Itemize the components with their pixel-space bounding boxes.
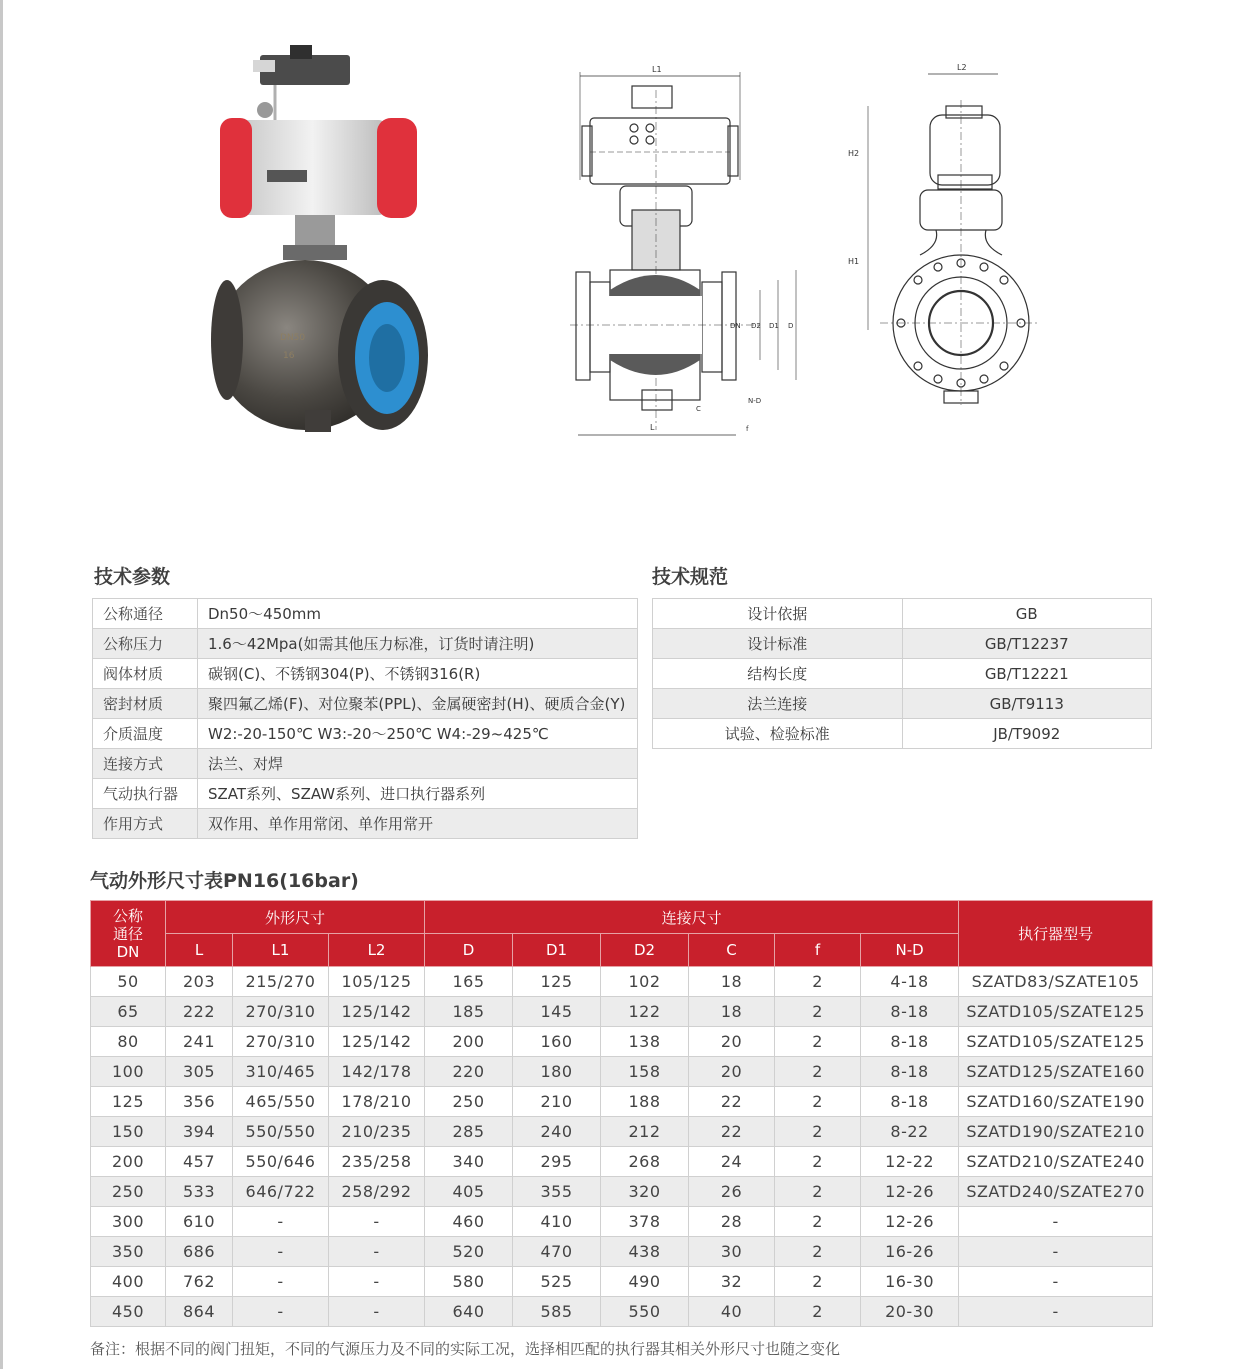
table-cell: 686 xyxy=(166,1237,233,1267)
table-row: 公称通径 Dn50～450mm xyxy=(93,599,638,629)
table-cell: 222 xyxy=(166,997,233,1027)
table-cell: - xyxy=(233,1297,329,1327)
table-cell: 8-18 xyxy=(861,997,959,1027)
table-cell: 550 xyxy=(601,1297,689,1327)
table-cell: 26 xyxy=(689,1177,775,1207)
table-cell: SZATD190/SZATE210 xyxy=(959,1117,1153,1147)
table-row: 介质温度 W2:-20-150℃ W3:-20～250℃ W4:-29~425℃ xyxy=(93,719,638,749)
table-cell: SZATD160/SZATE190 xyxy=(959,1087,1153,1117)
table-cell: 235/258 xyxy=(329,1147,425,1177)
table-cell: 145 xyxy=(513,997,601,1027)
header-col-L2: L2 xyxy=(329,934,425,967)
table-cell: 2 xyxy=(775,1237,861,1267)
table-row: 法兰连接 GB/T9113 xyxy=(653,689,1152,719)
table-cell: 520 xyxy=(425,1237,513,1267)
table-cell: 300 xyxy=(91,1207,166,1237)
table-cell: - xyxy=(959,1267,1153,1297)
table-cell: 28 xyxy=(689,1207,775,1237)
header-connection-group: 连接尺寸 xyxy=(425,901,959,934)
table-cell: 241 xyxy=(166,1027,233,1057)
table-cell: - xyxy=(329,1207,425,1237)
table-cell: 270/310 xyxy=(233,997,329,1027)
header-col-N-D: N-D xyxy=(861,934,959,967)
table-cell: 16-26 xyxy=(861,1237,959,1267)
table-cell: 24 xyxy=(689,1147,775,1177)
table-cell: 457 xyxy=(166,1147,233,1177)
table-cell: 105/125 xyxy=(329,967,425,997)
table-row: 结构长度 GB/T12221 xyxy=(653,659,1152,689)
table-cell: 200 xyxy=(425,1027,513,1057)
table-cell: 142/178 xyxy=(329,1057,425,1087)
table-cell: 20 xyxy=(689,1057,775,1087)
tech-params-table xyxy=(92,598,638,839)
table-cell: 125/142 xyxy=(329,997,425,1027)
dim-label-f: f xyxy=(746,425,749,433)
table-cell: 203 xyxy=(166,967,233,997)
table-cell: 32 xyxy=(689,1267,775,1297)
table-cell: 12-22 xyxy=(861,1147,959,1177)
table-row xyxy=(91,1087,1153,1117)
table-cell: 550/646 xyxy=(233,1147,329,1177)
table-cell: 405 xyxy=(425,1177,513,1207)
table-cell: 165 xyxy=(425,967,513,997)
table-cell: 350 xyxy=(91,1237,166,1267)
page-left-border xyxy=(0,0,3,1369)
table-cell: 646/722 xyxy=(233,1177,329,1207)
table-cell: 864 xyxy=(166,1297,233,1327)
table-cell: 640 xyxy=(425,1297,513,1327)
table-cell: 470 xyxy=(513,1237,601,1267)
table-row xyxy=(91,1147,1153,1177)
table-cell: 305 xyxy=(166,1057,233,1087)
table-cell: SZATD125/SZATE160 xyxy=(959,1057,1153,1087)
table-row: 阀体材质 碳钢(C)、不锈钢304(P)、不锈钢316(R) xyxy=(93,659,638,689)
dimension-table-body xyxy=(91,967,1153,1327)
table-cell: 80 xyxy=(91,1027,166,1057)
table-cell: - xyxy=(233,1267,329,1297)
table-cell: 465/550 xyxy=(233,1087,329,1117)
table-cell: SZATD210/SZATE240 xyxy=(959,1147,1153,1177)
tech-specs-table xyxy=(652,598,1152,749)
table-cell: 762 xyxy=(166,1267,233,1297)
header-col-L1: L1 xyxy=(233,934,329,967)
valve-side-drawing xyxy=(840,60,1050,420)
table-cell: 40 xyxy=(689,1297,775,1327)
table-cell: 2 xyxy=(775,1117,861,1147)
table-cell: 356 xyxy=(166,1087,233,1117)
table-cell: 2 xyxy=(775,1087,861,1117)
table-cell: 4-18 xyxy=(861,967,959,997)
table-cell: 438 xyxy=(601,1237,689,1267)
table-cell: 138 xyxy=(601,1027,689,1057)
table-row: 作用方式 双作用、单作用常闭、单作用常开 xyxy=(93,809,638,839)
table-row: 设计依据 GB xyxy=(653,599,1152,629)
table-row xyxy=(91,1237,1153,1267)
valve-product-photo xyxy=(205,40,435,440)
table-cell: 533 xyxy=(166,1177,233,1207)
table-cell: 100 xyxy=(91,1057,166,1087)
table-cell: 8-18 xyxy=(861,1087,959,1117)
table-row xyxy=(91,1177,1153,1207)
table-cell: 460 xyxy=(425,1207,513,1237)
table-cell: 212 xyxy=(601,1117,689,1147)
dim-label-H2: H2 xyxy=(848,149,860,158)
header-col-D1: D1 xyxy=(513,934,601,967)
dimension-table-title: 气动外形尺寸表PN16(16bar) xyxy=(90,870,359,892)
table-cell: 12-26 xyxy=(861,1177,959,1207)
table-row xyxy=(91,1207,1153,1237)
dim-label-C: C xyxy=(696,405,701,413)
table-cell: 16-30 xyxy=(861,1267,959,1297)
table-cell: 180 xyxy=(513,1057,601,1087)
table-cell: 400 xyxy=(91,1267,166,1297)
table-row xyxy=(91,967,1153,997)
dimension-table xyxy=(90,900,1153,1327)
table-cell: 210/235 xyxy=(329,1117,425,1147)
table-cell: 2 xyxy=(775,1057,861,1087)
table-cell: 2 xyxy=(775,967,861,997)
table-cell: 18 xyxy=(689,967,775,997)
table-cell: 125 xyxy=(91,1087,166,1117)
table-cell: 125/142 xyxy=(329,1027,425,1057)
header-col-f: f xyxy=(775,934,861,967)
table-cell: 188 xyxy=(601,1087,689,1117)
table-cell: 525 xyxy=(513,1267,601,1297)
table-cell: 2 xyxy=(775,1147,861,1177)
table-cell: 102 xyxy=(601,967,689,997)
table-cell: 8-22 xyxy=(861,1117,959,1147)
table-cell: 340 xyxy=(425,1147,513,1177)
table-cell: 310/465 xyxy=(233,1057,329,1087)
table-cell: 320 xyxy=(601,1177,689,1207)
table-cell: - xyxy=(329,1267,425,1297)
table-row xyxy=(91,1057,1153,1087)
table-row xyxy=(91,1027,1153,1057)
table-cell: 550/550 xyxy=(233,1117,329,1147)
table-cell: 285 xyxy=(425,1117,513,1147)
valve-front-drawing xyxy=(560,60,800,440)
table-cell: 250 xyxy=(91,1177,166,1207)
table-cell: - xyxy=(959,1297,1153,1327)
svg-text:16: 16 xyxy=(283,351,295,361)
table-cell: 490 xyxy=(601,1267,689,1297)
table-cell: 270/310 xyxy=(233,1027,329,1057)
dim-label-L: L xyxy=(650,423,655,432)
table-cell: 295 xyxy=(513,1147,601,1177)
dim-label-D2: D2 xyxy=(751,322,761,330)
table-cell: 185 xyxy=(425,997,513,1027)
table-cell: 450 xyxy=(91,1297,166,1327)
table-cell: 410 xyxy=(513,1207,601,1237)
table-cell: 215/270 xyxy=(233,967,329,997)
header-dn: 公称 通径 DN xyxy=(91,901,166,967)
table-row xyxy=(91,997,1153,1027)
table-cell: 210 xyxy=(513,1087,601,1117)
table-cell: 178/210 xyxy=(329,1087,425,1117)
table-cell: 355 xyxy=(513,1177,601,1207)
table-cell: 240 xyxy=(513,1117,601,1147)
header-outline-group: 外形尺寸 xyxy=(166,901,425,934)
table-cell: 8-18 xyxy=(861,1057,959,1087)
table-cell: SZATD83/SZATE105 xyxy=(959,967,1153,997)
dim-label-D1: D1 xyxy=(769,322,779,330)
footnote: 备注：根据不同的阀门扭矩，不同的气源压力及不同的实际工况，选择相匹配的执行器其相关外形尺寸也随之变化 xyxy=(90,1340,841,1358)
header-actuator-model: 执行器型号 xyxy=(959,901,1153,967)
table-row xyxy=(91,1117,1153,1147)
dim-label-D: D xyxy=(788,322,794,330)
table-cell: - xyxy=(233,1207,329,1237)
table-cell: 20 xyxy=(689,1027,775,1057)
table-cell: SZATD105/SZATE125 xyxy=(959,997,1153,1027)
table-row: 气动执行器 SZAT系列、SZAW系列、进口执行器系列 xyxy=(93,779,638,809)
table-cell: SZATD240/SZATE270 xyxy=(959,1177,1153,1207)
table-row xyxy=(91,1267,1153,1297)
table-cell: 2 xyxy=(775,1267,861,1297)
table-row: 连接方式 法兰、对焊 xyxy=(93,749,638,779)
table-cell: 268 xyxy=(601,1147,689,1177)
table-cell: 378 xyxy=(601,1207,689,1237)
table-cell: SZATD105/SZATE125 xyxy=(959,1027,1153,1057)
table-cell: 22 xyxy=(689,1117,775,1147)
table-cell: 8-18 xyxy=(861,1027,959,1057)
table-cell: 610 xyxy=(166,1207,233,1237)
table-cell: 158 xyxy=(601,1057,689,1087)
tech-specs-title: 技术规范 xyxy=(652,566,729,588)
header-col-D2: D2 xyxy=(601,934,689,967)
header-col-D: D xyxy=(425,934,513,967)
table-cell: 580 xyxy=(425,1267,513,1297)
table-cell: 65 xyxy=(91,997,166,1027)
header-col-C: C xyxy=(689,934,775,967)
table-row: 密封材质 聚四氟乙烯(F)、对位聚苯(PPL)、金属硬密封(H)、硬质合金(Y) xyxy=(93,689,638,719)
table-cell: 258/292 xyxy=(329,1177,425,1207)
table-cell: 150 xyxy=(91,1117,166,1147)
table-row: 试验、检验标准 JB/T9092 xyxy=(653,719,1152,749)
table-row: 公称压力 1.6～42Mpa(如需其他压力标准，订货时请注明) xyxy=(93,629,638,659)
svg-text:DN50: DN50 xyxy=(280,333,306,343)
table-cell: 125 xyxy=(513,967,601,997)
table-cell: 2 xyxy=(775,1027,861,1057)
table-cell: - xyxy=(959,1207,1153,1237)
table-cell: 122 xyxy=(601,997,689,1027)
dim-label-L2: L2 xyxy=(957,63,967,72)
table-cell: - xyxy=(329,1237,425,1267)
table-cell: 30 xyxy=(689,1237,775,1267)
table-cell: 2 xyxy=(775,1207,861,1237)
table-cell: 2 xyxy=(775,1177,861,1207)
table-cell: - xyxy=(329,1297,425,1327)
table-cell: 200 xyxy=(91,1147,166,1177)
dim-label-ND: N-D xyxy=(748,397,762,405)
table-cell: 20-30 xyxy=(861,1297,959,1327)
table-cell: 2 xyxy=(775,997,861,1027)
table-row xyxy=(91,1297,1153,1327)
table-cell: 2 xyxy=(775,1297,861,1327)
header-col-L: L xyxy=(166,934,233,967)
table-cell: 50 xyxy=(91,967,166,997)
table-row: 设计标准 GB/T12237 xyxy=(653,629,1152,659)
table-cell: 585 xyxy=(513,1297,601,1327)
table-cell: 160 xyxy=(513,1027,601,1057)
table-cell: 18 xyxy=(689,997,775,1027)
table-cell: 12-26 xyxy=(861,1207,959,1237)
table-cell: - xyxy=(959,1237,1153,1267)
table-cell: 394 xyxy=(166,1117,233,1147)
table-cell: 22 xyxy=(689,1087,775,1117)
dim-label-H1: H1 xyxy=(848,257,860,266)
table-cell: 220 xyxy=(425,1057,513,1087)
dim-label-DN: DN xyxy=(730,322,741,330)
table-cell: - xyxy=(233,1237,329,1267)
tech-params-title: 技术参数 xyxy=(94,566,171,588)
dim-label-L1: L1 xyxy=(652,65,662,74)
table-cell: 250 xyxy=(425,1087,513,1117)
